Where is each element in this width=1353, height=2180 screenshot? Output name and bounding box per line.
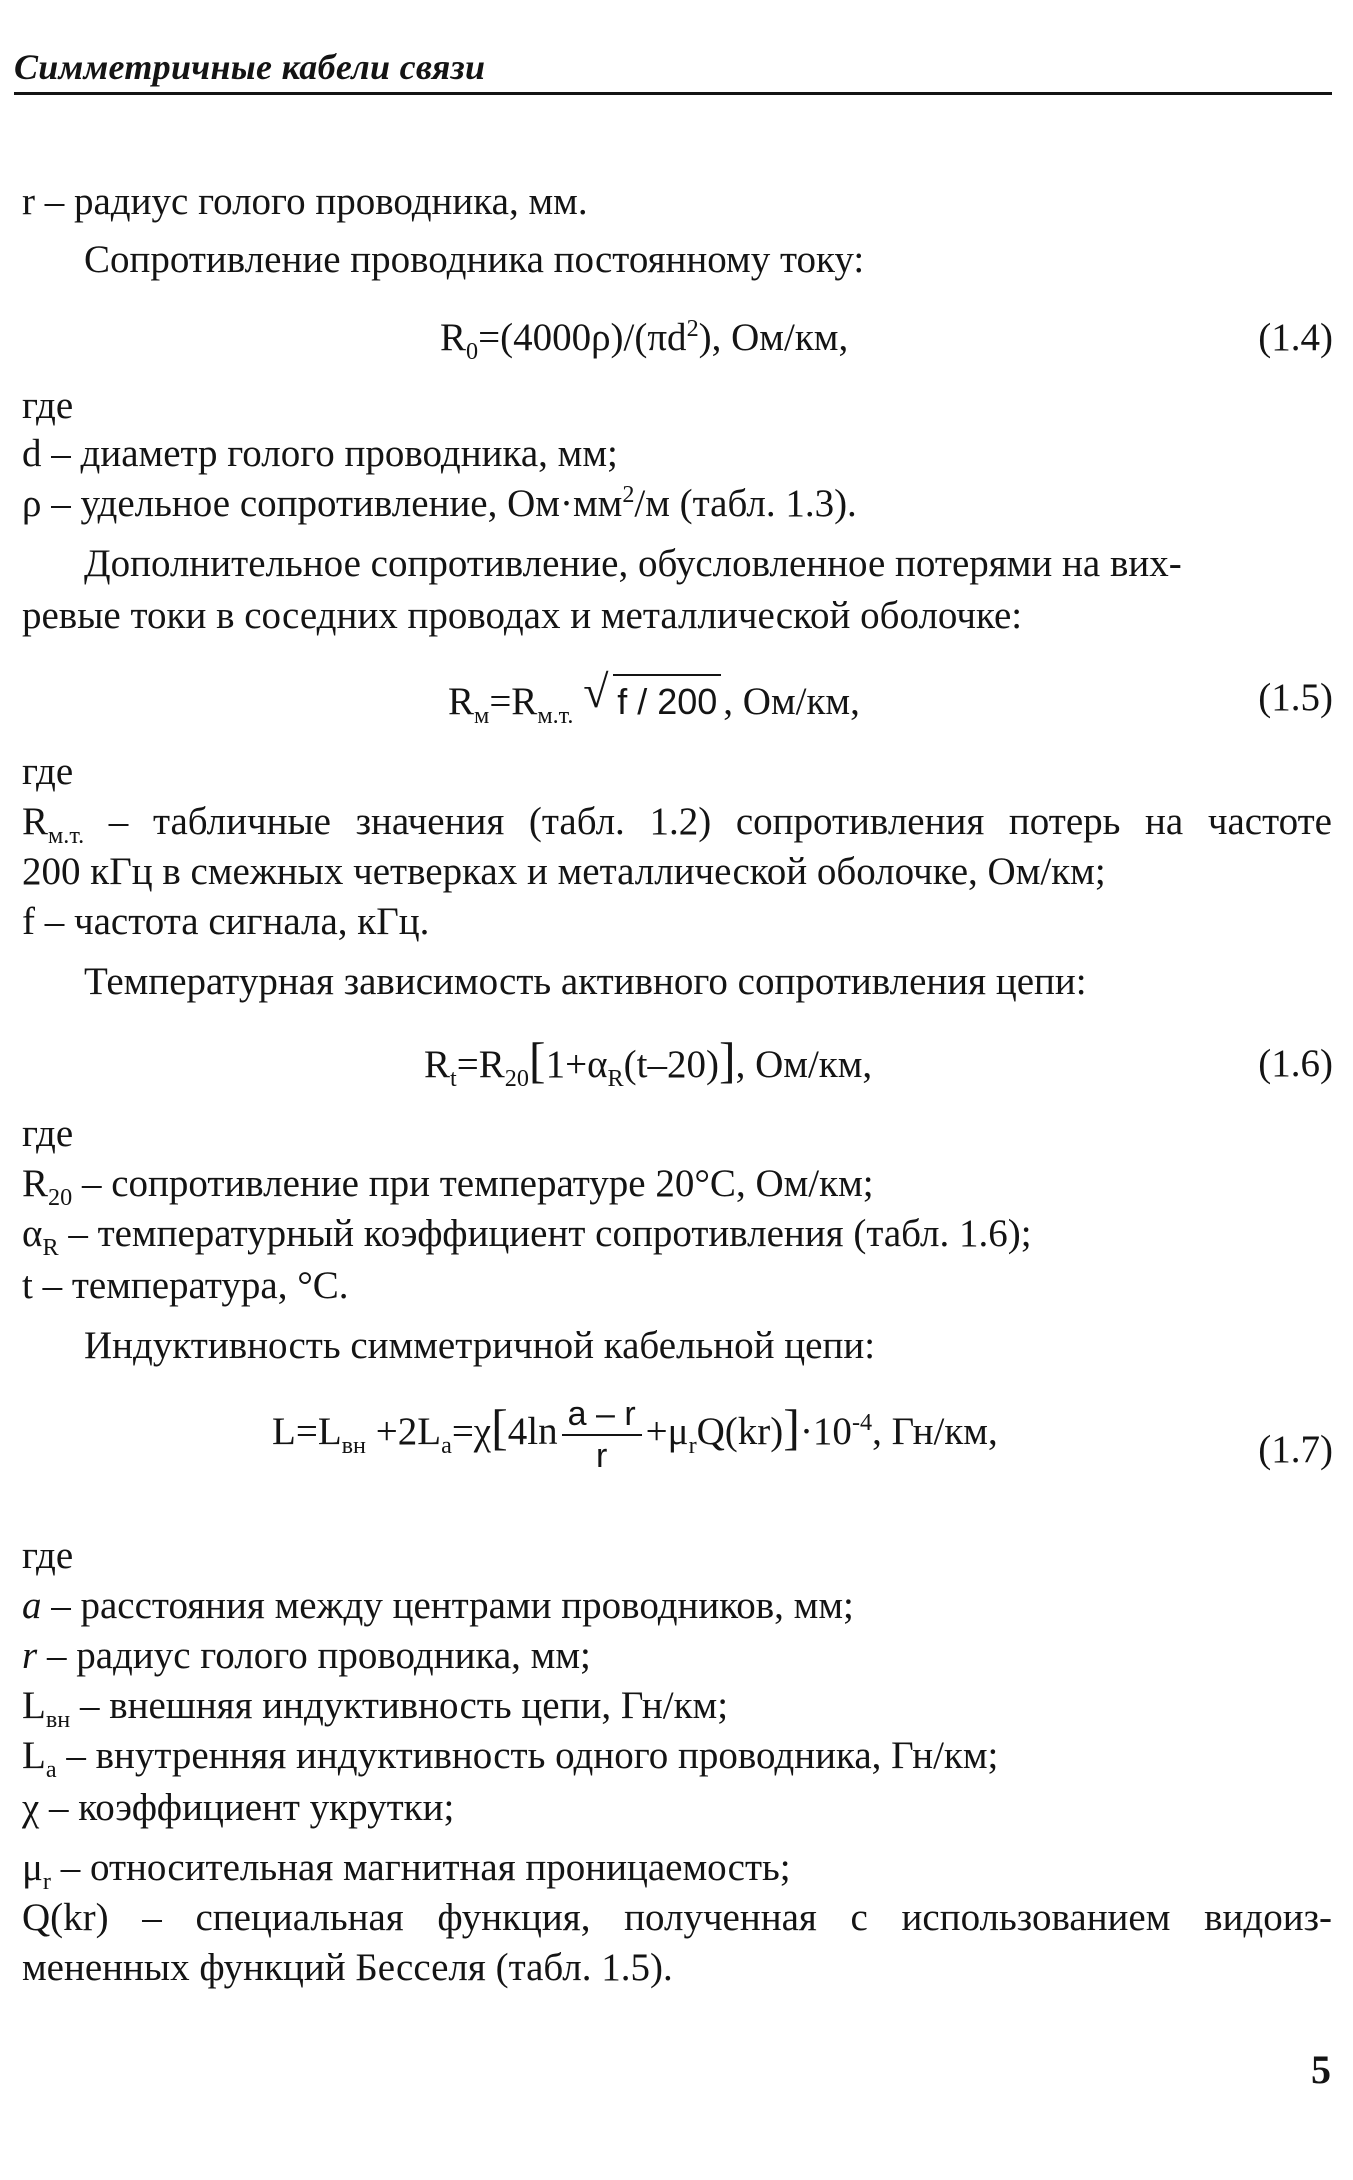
eq-part: L=L bbox=[272, 1409, 342, 1453]
eq-rhs-tail: ), Ом/км, bbox=[698, 316, 849, 359]
eq-sub: R bbox=[607, 1064, 624, 1092]
page-number: 5 bbox=[1311, 2047, 1331, 2092]
where-label: где bbox=[22, 384, 74, 427]
definition-la bbox=[22, 1732, 999, 1783]
eq-sub: r bbox=[688, 1431, 697, 1459]
def-sub: r bbox=[42, 1867, 51, 1895]
bracket-close: ] bbox=[783, 1398, 800, 1455]
equation-1-4 bbox=[440, 314, 849, 365]
fraction-numerator: a – r bbox=[562, 1394, 642, 1436]
definition-rmt bbox=[22, 798, 1332, 849]
paragraph: Сопротивление проводника постоянному току: bbox=[84, 238, 865, 281]
paragraph: Температурная зависимость активного сопротивления цепи: bbox=[84, 960, 1087, 1003]
eq-tail: , Ом/км, bbox=[723, 680, 860, 723]
definition-mu bbox=[22, 1844, 791, 1895]
def-symbol: R bbox=[22, 800, 49, 843]
eq-eq: =R bbox=[456, 1043, 505, 1086]
where-label: где bbox=[22, 1112, 74, 1155]
bracket-open: [ bbox=[528, 1032, 546, 1088]
equation-1-5 bbox=[448, 666, 860, 729]
def-symbol: a bbox=[22, 1584, 42, 1627]
def-symbol: L bbox=[22, 1684, 46, 1727]
eq-sub: м bbox=[474, 701, 490, 729]
eq-inner: 1+α bbox=[545, 1043, 608, 1086]
equation-1-7 bbox=[272, 1394, 998, 1476]
equation-number: (1.4) bbox=[1258, 316, 1333, 359]
def-text: – относительная магнитная проницаемость; bbox=[50, 1846, 791, 1889]
definition-alpha bbox=[22, 1210, 1032, 1261]
eq-lhs: R bbox=[440, 316, 467, 359]
where-label: где bbox=[22, 1534, 74, 1577]
eq-tail: , Гн/км, bbox=[872, 1409, 998, 1453]
eq-sub: a bbox=[441, 1431, 452, 1459]
definition-rho bbox=[22, 480, 857, 528]
definition-lvn bbox=[22, 1682, 729, 1733]
def-symbol: α bbox=[22, 1212, 43, 1255]
def-symbol: r bbox=[22, 1634, 38, 1677]
running-header: Симметричные кабели связи bbox=[14, 47, 486, 87]
bracket-open: [ bbox=[491, 1398, 508, 1455]
sqrt-icon: √ bbox=[583, 666, 609, 717]
def-symbol: L bbox=[22, 1734, 46, 1777]
def-text: – внутренняя индуктивность одного проводника, Гн/км; bbox=[56, 1734, 999, 1777]
def-symbol: μ bbox=[22, 1846, 43, 1889]
fraction-denominator: r bbox=[595, 1437, 608, 1475]
eq-part: +μ bbox=[645, 1409, 689, 1453]
paragraph: Индуктивность симметричной кабельной цепи: bbox=[84, 1324, 876, 1367]
def-text: – внешняя индуктивность цепи, Гн/км; bbox=[70, 1684, 729, 1727]
definition-f: f – частота сигнала, кГц. bbox=[22, 900, 430, 943]
eq-tail: , Ом/км, bbox=[735, 1043, 873, 1086]
def-text: – сопротивление при температуре 20°С, Ом/км; bbox=[72, 1162, 874, 1205]
eq-sub: м.т. bbox=[537, 701, 574, 729]
definition-q-continued: мененных функций Бесселя (табл. 1.5). bbox=[22, 1946, 673, 1989]
def-text: – радиус голого проводника, мм; bbox=[37, 1634, 591, 1677]
def-sub: м.т. bbox=[48, 821, 85, 849]
equation-number: (1.5) bbox=[1258, 676, 1333, 719]
eq-sub: вн bbox=[341, 1431, 366, 1459]
def-sub: 20 bbox=[48, 1183, 73, 1211]
definition-r bbox=[22, 1632, 591, 1680]
text-line: r – радиус голого проводника, мм. bbox=[22, 180, 588, 223]
def-text: – расстояния между центрами проводников, мм; bbox=[41, 1584, 854, 1627]
square-root bbox=[583, 666, 721, 726]
definition-d: d – диаметр голого проводника, мм; bbox=[22, 432, 618, 475]
where-label: где bbox=[22, 750, 74, 793]
eq-sup: 2 bbox=[686, 315, 699, 342]
def-sub: a bbox=[45, 1755, 57, 1783]
sqrt-argument: f / 200 bbox=[613, 674, 721, 726]
eq-part: =χ bbox=[451, 1409, 492, 1453]
eq-part: 4ln bbox=[507, 1409, 558, 1453]
eq-sub: 20 bbox=[504, 1064, 529, 1092]
eq-rhs: =(4000ρ)/(πd bbox=[478, 316, 687, 359]
def-text: – табличные значения (табл. 1.2) сопротивления потерь на частоте bbox=[84, 800, 1332, 843]
eq-sub: 0 bbox=[466, 337, 479, 365]
equation-number: (1.6) bbox=[1258, 1042, 1333, 1085]
eq-sub: t bbox=[450, 1064, 457, 1092]
definition-a bbox=[22, 1582, 854, 1630]
definition-r20 bbox=[22, 1160, 874, 1211]
paragraph-line: ревые токи в соседних проводах и металлической оболочке: bbox=[22, 594, 1023, 637]
def-sub: вн bbox=[45, 1705, 71, 1733]
eq-part: ·10 bbox=[799, 1409, 852, 1453]
def-text: – температурный коэффициент сопротивления (табл. 1.6); bbox=[58, 1212, 1032, 1255]
fraction bbox=[562, 1394, 642, 1476]
equation-1-6 bbox=[424, 1032, 873, 1092]
eq-part: Q(kr) bbox=[696, 1409, 784, 1453]
eq-inner-tail: (t–20) bbox=[623, 1043, 719, 1086]
definition-t: t – температура, °С. bbox=[22, 1264, 349, 1307]
equation-number: (1.7) bbox=[1258, 1428, 1333, 1471]
eq-lhs: R bbox=[448, 680, 475, 723]
eq-part: +2L bbox=[366, 1409, 442, 1453]
def-sup: 2 bbox=[622, 481, 635, 508]
header-rule bbox=[14, 92, 1332, 95]
def-text-tail: /м (табл. 1.3). bbox=[634, 482, 857, 525]
definition-line: 200 кГц в смежных четверках и металлической оболочке, Ом/км; bbox=[22, 850, 1106, 893]
eq-lhs: R bbox=[424, 1043, 451, 1086]
paragraph-line: Дополнительное сопротивление, обусловленное потерями на вих- bbox=[84, 542, 1182, 585]
def-symbol: R bbox=[22, 1162, 49, 1205]
definition-q: Q(kr) – специальная функция, полученная с использованием видоиз- bbox=[22, 1896, 1332, 1939]
def-text: ρ – удельное сопротивление, Ом·мм bbox=[22, 482, 623, 525]
eq-sup: -4 bbox=[851, 1408, 873, 1436]
definition-chi: χ – коэффициент укрутки; bbox=[22, 1786, 455, 1829]
def-sub: R bbox=[42, 1233, 59, 1261]
eq-eq: =R bbox=[489, 680, 538, 723]
bracket-close: ] bbox=[718, 1032, 736, 1088]
